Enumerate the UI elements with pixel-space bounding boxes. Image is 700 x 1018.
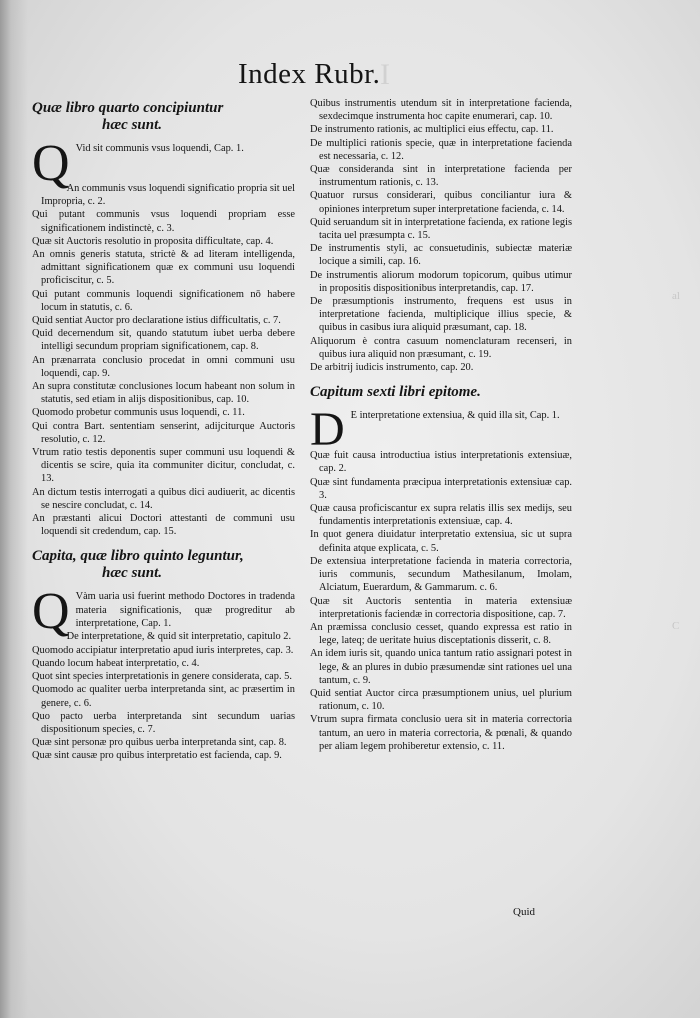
index-entry: Qui putant communis loquendi significationem nō habere locum in statutis, c. 6. xyxy=(32,288,295,313)
index-entry: Quid decernendum sit, quando statutum iubet uerba debere intelligi secundum propriam significationem, cap. 8. xyxy=(32,328,295,353)
index-entry: Quæ sint causæ pro quibus interpretatio est facienda, cap. 9. xyxy=(32,750,282,762)
book4-entries xyxy=(32,182,295,538)
index-entry: De præsumptionis instrumento, frequens est usus in interpretatione facienda, multiplicique illius specie, & quibus in casibus iura aliquid præsumant, cap. 18. xyxy=(310,296,572,334)
index-entry: An dictum testis interrogati a quibus dici audiuerit, ac dicentis se nescire concludat, c. 14. xyxy=(32,486,295,511)
index-entry: An præstanti alicui Doctori attestanti de communi usu loquendi sit credendum, cap. 15. xyxy=(32,513,295,538)
index-entry: Quando locum habeat interpretatio, c. 4. xyxy=(32,657,200,669)
index-entry: Quæ causa proficiscantur ex supra relatis illis sex medijs, seu fundamentis interpretationis extensiuæ, cap. 4. xyxy=(310,503,572,528)
book5-entries xyxy=(32,630,295,762)
index-entry: Quomodo probetur communis usus loquendi, c. 11. xyxy=(32,407,245,419)
right-column xyxy=(310,97,572,753)
index-entry: Quæ consideranda sint in interpretatione facienda per instrumentum rationis, c. 13. xyxy=(310,164,572,189)
index-entry: De extensiua interpretatione facienda in materia correctoria, iuris communis, secundum Mathesilanum, Imolam, Alciatum, Euerardum, & Gammarum. c. 6. xyxy=(310,555,572,594)
index-entry: Quæ sint fundamenta præcipua interpretationis extensiuæ cap. 3. xyxy=(310,476,572,501)
index-entry: Quo pacto uerba interpretanda sint secundum uarias dispositionum species, c. 7. xyxy=(32,710,295,735)
index-entry: Quomodo ac qualiter uerba interpretanda sint, ac præsertim in genere, c. 6. xyxy=(32,684,295,709)
book4-heading-line: Quæ libro quarto concipiuntur xyxy=(32,100,224,116)
book6-heading xyxy=(310,384,572,401)
index-entry: De multiplici rationis specie, quæ in interpretatione facienda est necessaria, c. 12. xyxy=(310,137,572,162)
index-entry: Quot sint species interpretationis in genere considerata, cap. 5. xyxy=(32,671,292,683)
index-entry: An supra constitutæ conclusiones locum habeant non solum in statutis, sed etiam in alijs dispositionibus, cap. 10. xyxy=(32,381,295,406)
book5-heading-line: Capita, quæ libro quinto leguntur, xyxy=(32,548,244,565)
bleed-through-text: I xyxy=(380,58,390,91)
entry-text: E interpretatione extensiua, & quid illa sit, Cap. 1. xyxy=(350,410,560,422)
entry-text: Vàm uaria usi fuerint methodo Doctores in tradenda materia significationis, quæ progreditur ab interpretatione, Cap. 1. xyxy=(75,591,295,629)
index-entry: Vtrum supra firmata conclusio uera sit in materia correctoria tantum, an uero in materia correctoria, & pœnali, & quando per aliam legem prohiberetur extensio, c. 11. xyxy=(310,714,572,752)
book5-continued-entries xyxy=(310,97,572,374)
index-entry: An prænarrata conclusio procedat in omni communi usu loquendi, cap. 9. xyxy=(32,354,295,379)
index-entry: De instrumentis aliorum modorum topicorum, quibus utimur in propositis dispositionibus interpretandis, cap. 17. xyxy=(310,269,572,294)
drop-cap-d: D xyxy=(310,403,345,457)
index-entry: De instrumentis styli, ac consuetudinis, subiectæ materiæ locique a simili, cap. 16. xyxy=(310,243,572,268)
index-entry: Quæ sit Auctoris resolutio in proposita difficultate, cap. 4. xyxy=(32,235,274,247)
book6-heading-line: Capitum sexti libri epitome. xyxy=(310,384,481,401)
index-entry: Qui contra Bart. sententiam senserint, adijciturque Auctoris resolutio, c. 12. xyxy=(32,420,295,445)
index-entry: In quot genera diuidatur interpretatio extensiua, sic ut supra definita atque explicata, c. 5. xyxy=(310,529,572,554)
index-entry: An præmissa conclusio cesset, quando expressa est ratio in lege, lateq; de ueritate huius disceptationis disserit, c. 8. xyxy=(310,621,572,647)
catchword: Quid xyxy=(513,906,535,918)
index-entry: De interpretatione, & quid sit interpretatio, capitulo 2. xyxy=(66,631,292,643)
book5-heading xyxy=(32,548,295,582)
index-entry: Quid seruandum sit in interpretatione facienda, ex ratione legis tacita uel præsumpta c. 15. xyxy=(310,216,572,242)
book4-heading-line: hæc sunt. xyxy=(102,117,163,133)
running-head: Index Rubr. xyxy=(238,58,381,90)
index-entry: An communis vsus loquendi significatio propria sit uel Impropria, c. 2. xyxy=(41,183,295,208)
entry-text: Vid sit communis vsus loquendi, Cap. 1. xyxy=(75,143,244,154)
index-entry: Quæ sint personæ pro quibus uerba interpretanda sint, cap. 8. xyxy=(32,737,287,749)
book6-entry-first xyxy=(310,403,572,457)
index-entry: Quæ fuit causa introductiua istius interpretationis extensiuæ, cap. 2. xyxy=(310,450,572,475)
index-entry: Qui putant communis vsus loquendi propriam esse significationem indistinctè, c. 3. xyxy=(32,209,295,234)
index-entry: Quibus instrumentis utendum sit in interpretatione facienda, sexdecimque instrumenta hoc capite enumerari, cap. 10. xyxy=(310,98,572,123)
index-entry: Aliquorum è contra casuum nomenclaturam recenseri, in quibus iura aliquid non præsumant, c. 19. xyxy=(310,335,572,360)
index-entry: Quomodo accipiatur interpretatio apud iuris interpretes, cap. 3. xyxy=(32,644,294,656)
book5-heading-line: hæc sunt. xyxy=(102,565,163,582)
book4-heading xyxy=(32,100,295,134)
index-entry: An idem iuris sit, quando unica tantum ratio assignari potest in lege, & an plures in dubio præsumendæ sint rationes uel una tantum, c. 9. xyxy=(310,648,572,686)
index-entry: Quid sentiat Auctor pro declaratione istius difficultatis, c. 7. xyxy=(32,315,281,327)
left-column xyxy=(32,100,295,763)
index-entry: De arbitrij iudicis instrumento, cap. 20. xyxy=(310,362,474,374)
drop-cap-q: Q xyxy=(32,583,70,641)
bleed-through-text: C xyxy=(672,620,680,632)
bleed-through-text: al xyxy=(672,290,680,302)
index-entry: Vtrum ratio testis deponentis super communi usu loquendi & dicentis se scire, quia ita communiter dicitur, concludat, c. 13. xyxy=(32,447,295,485)
index-entry: Quid sentiat Auctor circa præsumptionem unius, uel plurium rationum, c. 10. xyxy=(310,687,572,713)
index-entry: Quatuor rursus considerari, quibus conciliantur iura & opiniones interpretum super interpretatione facienda, c. 14. xyxy=(310,190,572,215)
book6-entries xyxy=(310,449,572,753)
index-entry: An omnis generis statuta, strictè & ad literam intelligenda, admittant significationem quæ ex communi usu loquendi proficiscitur, c. 5. xyxy=(32,249,295,287)
book4-entry-first xyxy=(32,135,295,192)
drop-cap-q: Q xyxy=(32,135,70,192)
index-entry: De instrumento rationis, ac multiplici eius effectu, cap. 11. xyxy=(310,124,554,136)
page-gutter-shadow xyxy=(0,0,28,1018)
index-entry: Quæ sit Auctoris sententia in materia extensiuæ interpretationis faciendæ in correctoria dispositione, cap. 7. xyxy=(310,595,572,620)
